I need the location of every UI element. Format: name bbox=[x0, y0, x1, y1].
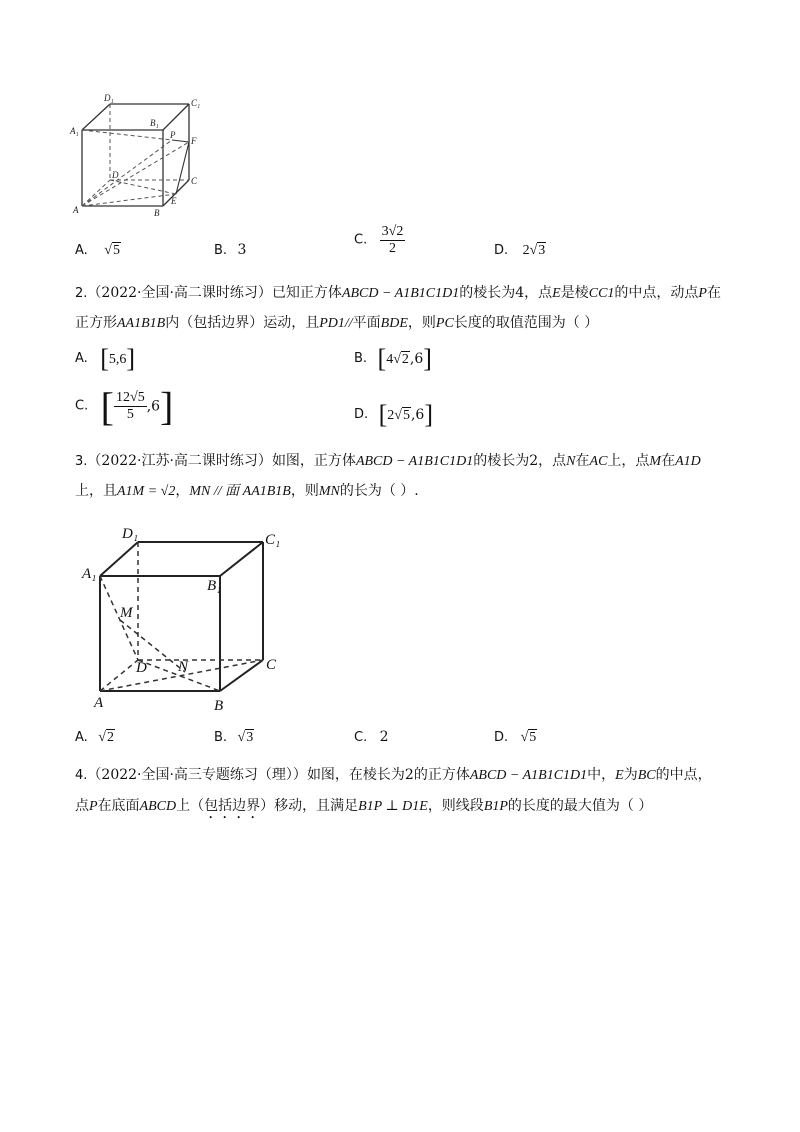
q2-line-1 bbox=[75, 283, 721, 304]
q2-text-1: 已知正方体 bbox=[271, 285, 342, 301]
q3-opt-a-value: 2 bbox=[106, 730, 114, 745]
q2-text-4: 的中点，动点 bbox=[614, 285, 699, 301]
q3-source: （2022·江苏·高二课时练习） bbox=[87, 453, 272, 469]
q2-cube: ABCD − A1B1C1D1 bbox=[341, 286, 460, 301]
q4-l2-text-4: ）移动，且满足 bbox=[260, 798, 359, 814]
q1-opt-d-coef: 2 bbox=[522, 243, 530, 258]
q2-text-5: 在 bbox=[706, 285, 721, 301]
q1-opt-c-rad: 2 bbox=[396, 224, 404, 239]
q3-mn-parallel: MN // 面 AA1B1B bbox=[189, 484, 291, 499]
q2-option-d[interactable]: D. [2√5,6] bbox=[354, 400, 433, 429]
q4-l2-text-3: 上（ bbox=[176, 798, 205, 814]
q4-l2-text-5: ，则线段 bbox=[427, 798, 484, 814]
q1-option-d[interactable]: D. 2√3 bbox=[494, 243, 546, 258]
q1-opt-b-value: 3 bbox=[237, 242, 247, 258]
q3-text-1: 如图，正方体 bbox=[271, 453, 356, 469]
q3-line-1 bbox=[75, 451, 701, 472]
figure-cube-1 bbox=[66, 92, 216, 222]
fig3-label-A: A bbox=[94, 695, 104, 711]
q3-option-b[interactable]: B. √3 bbox=[214, 730, 254, 745]
fig1-label-P: P bbox=[170, 130, 176, 140]
q2-l2-text-2: 内（包括边界）运动，且 bbox=[165, 315, 320, 331]
q3-text-3: 在 bbox=[575, 453, 590, 469]
fig1-label-C1: C₁ bbox=[191, 98, 201, 108]
q2-source: （2022·全国·高二课时练习） bbox=[87, 285, 272, 301]
q2-option-b[interactable]: B. [4√2,6] bbox=[354, 344, 432, 373]
q4-b1p: B1P bbox=[483, 799, 508, 814]
q2-opt-d-rad: 5 bbox=[402, 408, 410, 423]
q2-pc: PC bbox=[435, 316, 454, 331]
q2-opt-d-tail: ,6 bbox=[410, 407, 425, 423]
fig3-label-B1: B₁ bbox=[207, 578, 222, 594]
q2-opt-c-den: 5 bbox=[126, 407, 134, 422]
q4-line-1 bbox=[75, 765, 712, 786]
q2-l2-text-1: 正方形 bbox=[75, 315, 117, 331]
q3-point-m: M bbox=[649, 454, 662, 469]
q4-condition: B1P ⊥ D1E bbox=[358, 799, 428, 814]
q3-point-n: N bbox=[566, 454, 576, 469]
q4-text-3: 为 bbox=[623, 767, 638, 783]
q4-text-1: 如图，在棱长为2的正方体 bbox=[306, 767, 470, 783]
q4-l2-text-2: 在底面 bbox=[97, 798, 140, 814]
fig3-label-B: B bbox=[214, 698, 224, 714]
q4-number: 4. bbox=[75, 768, 88, 783]
q2-plane: BDE bbox=[380, 316, 408, 331]
q3-l2-text-4: 的长为（ ）. bbox=[339, 483, 419, 499]
q3-number: 3. bbox=[75, 454, 88, 469]
q4-cube: ABCD − A1B1C1D1 bbox=[469, 768, 588, 783]
fig1-label-D: D bbox=[112, 170, 119, 180]
q2-number: 2. bbox=[75, 286, 88, 301]
q1-opt-c-den: 2 bbox=[389, 241, 397, 256]
q2-opt-b-tail: ,6 bbox=[409, 351, 424, 367]
q3-l2-text-3: ，则 bbox=[290, 483, 319, 499]
fig1-label-D1: D₁ bbox=[104, 93, 114, 103]
q2-text-2: 的棱长为4，点 bbox=[459, 285, 553, 301]
q3-text-5: 在 bbox=[661, 453, 676, 469]
q2-opt-c-num: 12 bbox=[116, 390, 130, 405]
q2-line-2 bbox=[75, 313, 598, 334]
q3-text-4: 上，点 bbox=[607, 453, 650, 469]
fig1-label-E: E bbox=[171, 196, 177, 206]
q1-option-b[interactable]: B. 3 bbox=[214, 242, 247, 258]
q3-opt-c-value: 2 bbox=[379, 729, 389, 745]
fig3-label-D1: D₁ bbox=[122, 526, 139, 542]
fig1-label-B: B bbox=[154, 208, 160, 218]
q1-option-c[interactable]: C. $\frac{3√2}{2}$ bbox=[354, 224, 404, 256]
q4-base: ABCD bbox=[139, 799, 177, 814]
fig1-label-C: C bbox=[191, 176, 198, 186]
q2-option-a[interactable]: A. [5,6] bbox=[75, 344, 136, 373]
q4-text-2: 中， bbox=[587, 767, 616, 783]
fig3-label-C: C bbox=[266, 657, 277, 673]
q3-a1m: A1M = √2 bbox=[117, 484, 176, 499]
q2-l2-text-4: ，则 bbox=[407, 315, 436, 331]
q4-bc: BC bbox=[637, 768, 656, 783]
fig1-label-F: F bbox=[191, 136, 197, 146]
q1-opt-c-num: 3 bbox=[381, 224, 389, 239]
q4-l2-text-1: 点 bbox=[75, 798, 89, 814]
q2-point-p: P bbox=[698, 286, 707, 301]
q2-opt-b-rad: 2 bbox=[401, 352, 409, 367]
q2-edge: CC1 bbox=[588, 286, 615, 301]
q3-l2-text-2: ， bbox=[175, 483, 190, 499]
q1-opt-a-value: 5 bbox=[112, 243, 120, 258]
q4-line-2 bbox=[75, 796, 652, 822]
q3-opt-d-value: 5 bbox=[529, 730, 537, 745]
q2-parallel: // bbox=[344, 316, 353, 331]
q4-source: （2022·全国·高三专题练习（理）） bbox=[87, 767, 307, 783]
q3-cube: ABCD − A1B1C1D1 bbox=[355, 454, 474, 469]
q1-opt-d-rad: 3 bbox=[538, 243, 546, 258]
q4-point-p: P bbox=[89, 799, 98, 814]
q2-pd1: PD1 bbox=[319, 316, 345, 331]
q3-option-a[interactable]: A. √2 bbox=[75, 730, 114, 745]
fig1-label-A1: A₁ bbox=[70, 126, 79, 136]
fig3-label-C1: C₁ bbox=[265, 532, 281, 548]
q2-text-3: 是棱 bbox=[560, 285, 589, 301]
q2-l2-text-5: 长度的取值范围为（ ） bbox=[453, 315, 599, 331]
q4-text-4: 的中点， bbox=[655, 767, 712, 783]
q2-square: AA1B1B bbox=[117, 316, 166, 331]
fig3-label-A1: A₁ bbox=[82, 566, 97, 582]
q2-point-e: E bbox=[552, 286, 561, 301]
fig3-label-M: M bbox=[120, 605, 133, 621]
q2-opt-a-value: 5,6 bbox=[108, 352, 127, 367]
q4-point-e: E bbox=[615, 768, 624, 783]
q3-opt-b-value: 3 bbox=[246, 730, 254, 745]
q3-ac: AC bbox=[589, 454, 608, 469]
fig3-label-D: D bbox=[136, 660, 147, 676]
q2-option-c[interactable]: C. [ $\frac{12√5}{5}$ ,6] bbox=[75, 383, 174, 429]
q3-l2-text-1: 上，且 bbox=[75, 483, 117, 499]
q2-opt-c-tail: ,6 bbox=[146, 398, 161, 415]
q2-l2-text-3: 平面 bbox=[352, 315, 381, 331]
q3-line-2 bbox=[75, 481, 419, 502]
q3-option-d[interactable]: D. √5 bbox=[494, 730, 537, 745]
q2-opt-d-coef: 2 bbox=[387, 408, 395, 423]
q1-option-a[interactable]: A. √5 bbox=[75, 243, 120, 258]
q2-opt-b-coef: 4 bbox=[386, 352, 394, 367]
fig1-label-A: A bbox=[73, 205, 79, 215]
fig1-label-B1: B₁ bbox=[150, 118, 159, 128]
q3-a1d: A1D bbox=[675, 454, 701, 469]
figure-cube-3 bbox=[80, 520, 290, 715]
q3-text-2: 的棱长为2，点 bbox=[473, 453, 567, 469]
q3-mn: MN bbox=[318, 484, 340, 499]
q2-opt-c-rad: 5 bbox=[137, 390, 145, 405]
q4-emphasis: 包括边界 bbox=[204, 798, 261, 814]
q3-option-c[interactable]: C. 2 bbox=[354, 729, 389, 745]
q4-l2-text-6: 的长度的最大值为（ ） bbox=[507, 798, 653, 814]
fig3-label-N: N bbox=[178, 659, 189, 675]
